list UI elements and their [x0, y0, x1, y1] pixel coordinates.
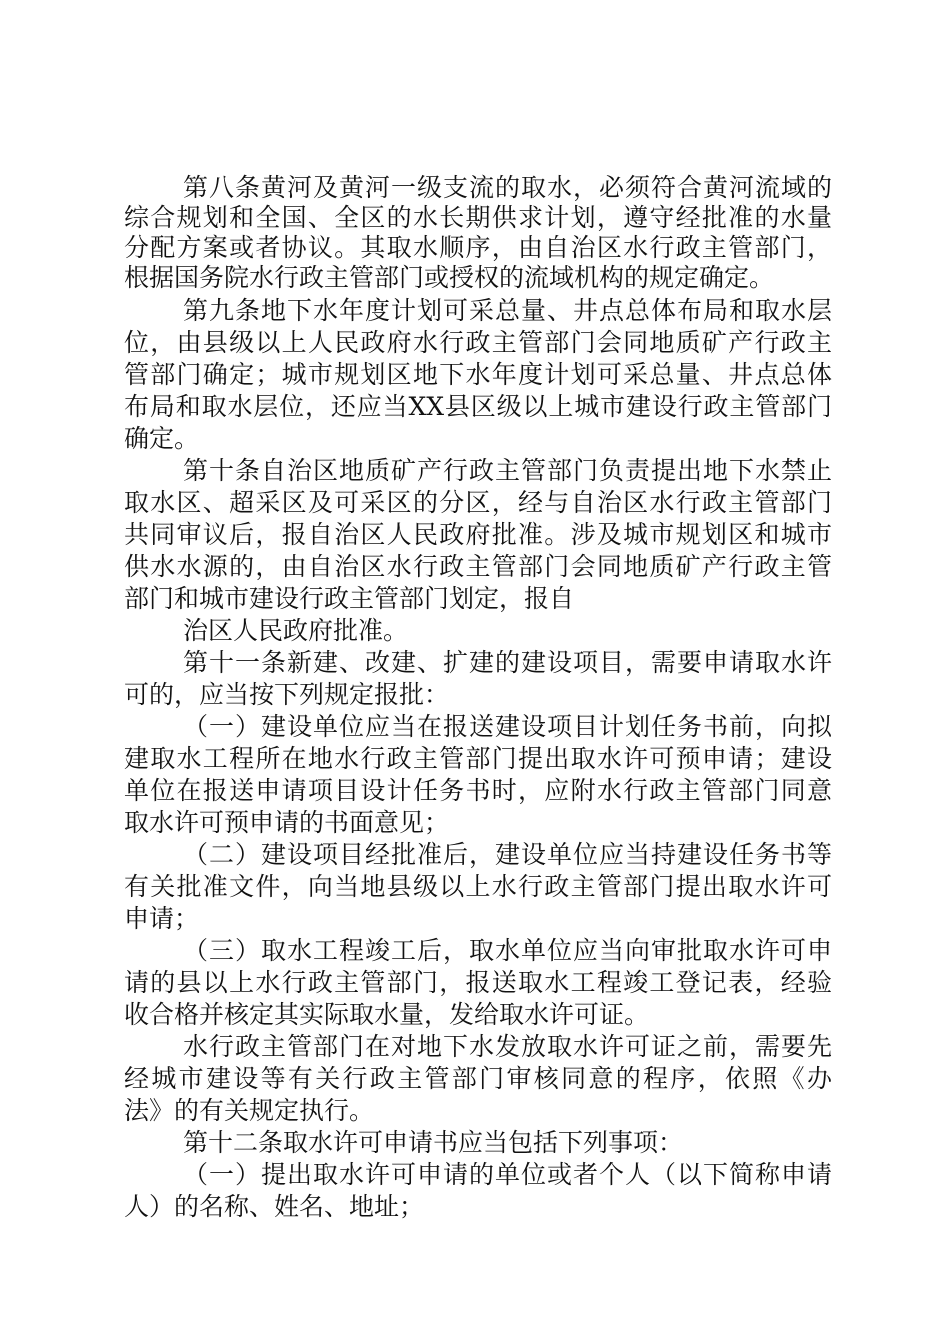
text-line: 第九条地下水年度计划可采总量、井点总体布局和取水层	[183, 296, 832, 325]
text-line: 位，由县级以上人民政府水行政主管部门会同地质矿产行政主	[124, 328, 832, 357]
text-line: 可的，应当按下列规定报批：	[124, 680, 450, 709]
text-line: 收合格并核定其实际取水量，发给取水许可证。	[124, 1000, 650, 1029]
text-line: 单位在报送申请项目设计任务书时，应附水行政主管部门同意	[124, 776, 832, 805]
text-line: 供水水源的，由自治区水行政主管部门会同地质矿产行政主管	[124, 552, 832, 581]
text-line: （一）提出取水许可申请的单位或者个人（以下简称申请	[183, 1160, 832, 1189]
text-line: 管部门确定；城市规划区地下水年度计划可采总量、井点总体	[124, 360, 832, 389]
text-line: 取水区、超采区及可采区的分区，经与自治区水行政主管部门	[124, 488, 832, 517]
text-line: 确定。	[124, 424, 200, 453]
text-line: 第十二条取水许可申请书应当包括下列事项：	[183, 1128, 684, 1157]
text-line: （二）建设项目经批准后，建设单位应当持建设任务书等	[183, 840, 832, 869]
text-line: 第八条黄河及黄河一级支流的取水，必须符合黄河流域的	[183, 173, 832, 202]
text-line: 请的县以上水行政主管部门，报送取水工程竣工登记表，经验	[124, 968, 832, 997]
text-line: 根据国务院水行政主管部门或授权的流域机构的规定确定。	[124, 263, 775, 292]
text-line: 有关批准文件，向当地县级以上水行政主管部门提出取水许可	[124, 872, 832, 901]
text-line: 水行政主管部门在对地下水发放取水许可证之前，需要先	[183, 1032, 832, 1061]
text-line: 治区人民政府批准。	[183, 616, 409, 645]
text-line: （一）建设单位应当在报送建设项目计划任务书前，向拟	[183, 712, 832, 741]
text-line: 人）的名称、姓名、地址；	[124, 1192, 425, 1221]
text-line: （三）取水工程竣工后，取水单位应当向审批取水许可申	[183, 936, 832, 965]
text-line: 第十一条新建、改建、扩建的建设项目，需要申请取水许	[183, 648, 832, 677]
text-line: 法》的有关规定执行。	[124, 1096, 375, 1125]
text-line: 取水许可预申请的书面意见；	[124, 808, 450, 837]
text-line: 申请；	[124, 904, 200, 933]
text-line: 综合规划和全国、全区的水长期供求计划，遵守经批准的水量	[124, 203, 832, 232]
text-line: 布局和取水层位，还应当XX县区级以上城市建设行政主管部门	[124, 392, 832, 421]
text-line: 部门和城市建设行政主管部门划定，报自	[124, 584, 575, 613]
text-line: 经城市建设等有关行政主管部门审核同意的程序，依照《办	[124, 1064, 832, 1093]
text-line: 分配方案或者协议。其取水顺序，由自治区水行政主管部门，	[124, 233, 832, 262]
text-line: 共同审议后，报自治区人民政府批准。涉及城市规划区和城市	[124, 520, 832, 549]
text-line: 第十条自治区地质矿产行政主管部门负责提出地下水禁止	[183, 456, 832, 485]
text-line: 建取水工程所在地水行政主管部门提出取水许可预申请；建设	[124, 744, 832, 773]
